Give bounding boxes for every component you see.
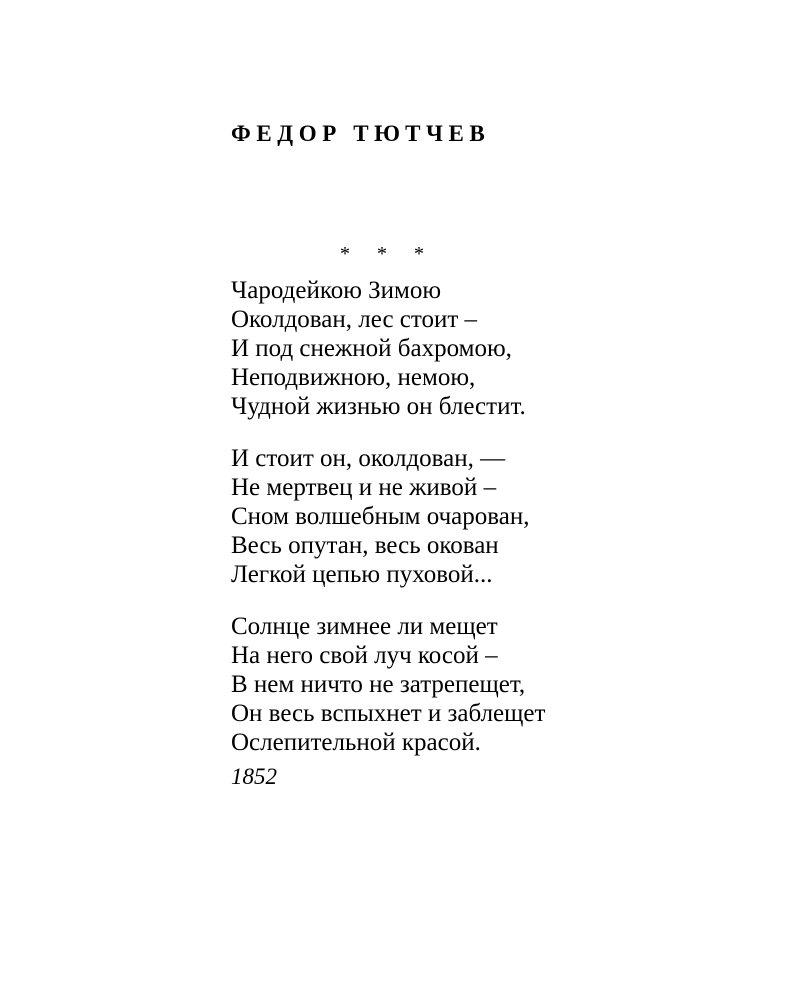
poem-line: Не мертвец и не живой – [231,474,497,501]
author-heading: ФЕДОР ТЮТЧЕВ [231,121,491,146]
poem-line: Околдован, лес стоит – [231,306,478,333]
poem-body [231,276,771,780]
poem-line: И стоит он, околдован, — [231,445,506,472]
poem-line: На него свой луч косой – [231,642,498,669]
poem-line: Сном волшебным очарован, [231,503,530,530]
stanza [231,612,771,757]
poem-line: Неподвижною, немою, [231,364,476,391]
poem-line: Ослепительной красой. [231,729,481,756]
poem-line: Весь опутан, весь окован [231,532,499,559]
poem-line: Он весь вспыхнет и заблещет [231,700,546,727]
poem-line: Легкой цепью пуховой... [231,561,493,588]
poem-line: Чудной жизнью он блестит. [231,393,526,420]
poem-line: В нем ничто не затрепещет, [231,671,526,698]
poem-line: Чародейкою Зимою [231,277,442,304]
poem-separator: * * * [340,243,435,265]
poem-line: И под снежной бахромою, [231,335,512,362]
stanza [231,276,771,421]
poem-line: Солнце зимнее ли мещет [231,613,498,640]
poem-year: 1852 [231,764,277,789]
stanza [231,444,771,589]
